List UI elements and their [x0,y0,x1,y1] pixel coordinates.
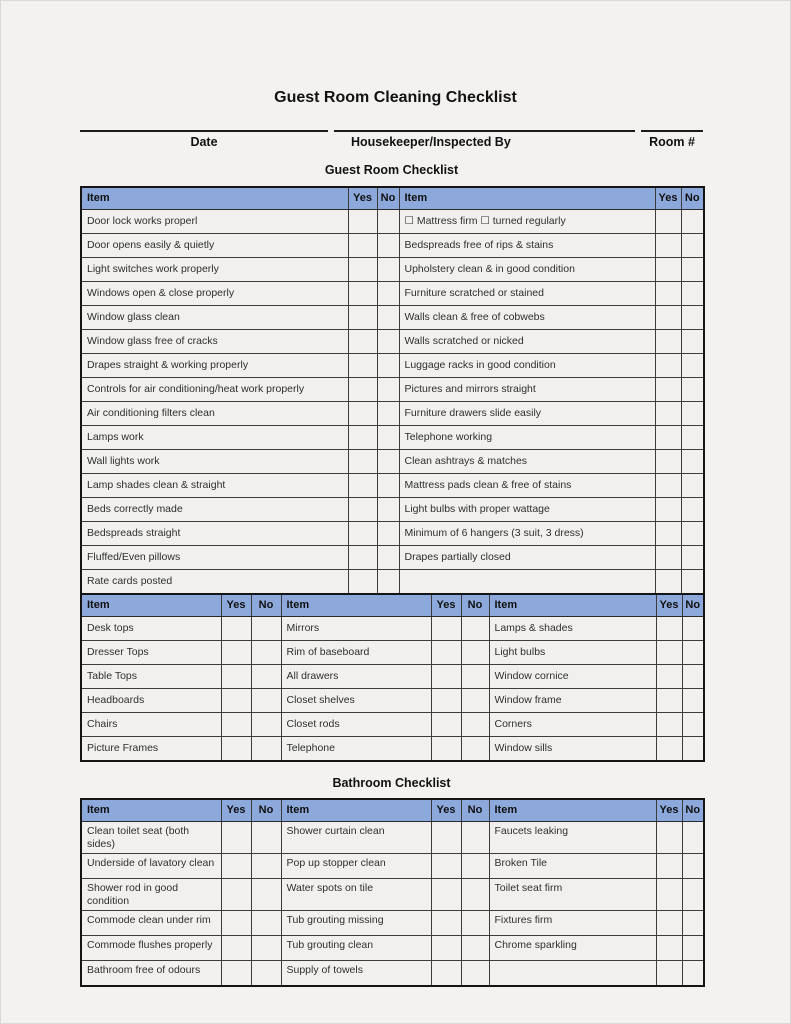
column-header-no: No [377,187,399,210]
no-cell [251,713,281,737]
checklist-item-cell: Closet shelves [281,689,431,713]
no-cell [681,498,704,522]
checklist-item-cell: Chrome sparkling [489,936,656,961]
no-cell [461,911,489,936]
yes-cell [348,330,377,354]
yes-cell [221,641,251,665]
no-cell [682,641,704,665]
checklist-item-cell: Telephone working [399,426,655,450]
yes-cell [431,936,461,961]
checklist-item-cell: Window glass clean [81,306,348,330]
yes-cell [221,665,251,689]
yes-cell [655,498,681,522]
no-cell [681,546,704,570]
date-signature-line [80,130,328,132]
checklist-item-cell: Window glass free of cracks [81,330,348,354]
checklist-item-cell: Supply of towels [281,961,431,987]
column-header-no: No [461,799,489,822]
housekeeper-label: Housekeeper/Inspected By [351,135,511,149]
checklist-item-cell: Bedspreads free of rips & stains [399,234,655,258]
no-cell [682,822,704,854]
yes-cell [656,641,682,665]
yes-cell [348,570,377,595]
checklist-row [81,330,704,354]
checklist-item-cell: Underside of lavatory clean [81,854,221,879]
column-header-item: Item [489,799,656,822]
no-cell [377,210,399,234]
checklist-item-cell: Lamp shades clean & straight [81,474,348,498]
checklist-item-cell: Clean toilet seat (both sides) [81,822,221,854]
room-number-label: Room # [649,135,695,149]
checklist-item-cell: Water spots on tile [281,879,431,911]
checklist-item-cell: Light bulbs [489,641,656,665]
column-header-yes: Yes [431,594,461,617]
yes-cell [655,306,681,330]
yes-cell [656,689,682,713]
checklist-item-cell: Window frame [489,689,656,713]
checklist-item-cell: Commode flushes properly [81,936,221,961]
checklist-item-cell: Desk tops [81,617,221,641]
yes-cell [431,822,461,854]
yes-cell [221,737,251,762]
yes-cell [655,354,681,378]
yes-cell [655,522,681,546]
no-cell [461,689,489,713]
yes-cell [348,426,377,450]
no-cell [681,378,704,402]
surfaces-table-header-row [81,594,704,617]
no-cell [461,961,489,987]
checklist-item-cell: Shower rod in good condition [81,879,221,911]
checklist-item-cell: Walls scratched or nicked [399,330,655,354]
checklist-row [81,737,704,762]
checklist-item-cell: Clean ashtrays & matches [399,450,655,474]
no-cell [682,689,704,713]
checklist-item-cell: Rate cards posted [81,570,348,595]
yes-cell [348,402,377,426]
column-header-item: Item [399,187,655,210]
yes-cell [221,879,251,911]
no-cell [461,641,489,665]
checklist-row [81,354,704,378]
no-cell [377,546,399,570]
checklist-item-cell: Dresser Tops [81,641,221,665]
yes-cell [221,961,251,987]
yes-cell [221,936,251,961]
column-header-yes: Yes [655,187,681,210]
yes-cell [221,689,251,713]
room-number-field [641,130,703,150]
checklist-item-cell: Window cornice [489,665,656,689]
no-cell [681,282,704,306]
yes-cell [431,713,461,737]
column-header-yes: Yes [348,187,377,210]
checklist-item-cell: Table Tops [81,665,221,689]
yes-cell [655,450,681,474]
no-cell [682,617,704,641]
checklist-row [81,617,704,641]
no-cell [461,879,489,911]
checklist-item-cell: Walls clean & free of cobwebs [399,306,655,330]
no-cell [681,354,704,378]
checklist-item-cell: Closet rods [281,713,431,737]
no-cell [377,282,399,306]
checklist-item-cell: Tub grouting clean [281,936,431,961]
checklist-row [81,879,704,911]
bathroom-checklist-title: Bathroom Checklist [332,776,451,790]
no-cell [251,911,281,936]
signature-fields-row [80,130,703,150]
checklist-item-cell: Luggage racks in good condition [399,354,655,378]
no-cell [461,665,489,689]
no-cell [681,474,704,498]
checklist-row [81,546,704,570]
checklist-item-cell: Broken Tile [489,854,656,879]
date-field [80,130,328,150]
checklist-item-cell: ☐ Mattress firm ☐ turned regularly [399,210,655,234]
checklist-item-cell: Drapes straight & working properly [81,354,348,378]
yes-cell [348,450,377,474]
yes-cell [655,474,681,498]
yes-cell [348,282,377,306]
column-header-item: Item [81,187,348,210]
yes-cell [221,713,251,737]
checklist-item-cell: Door opens easily & quietly [81,234,348,258]
checklist-row [81,402,704,426]
checklist-item-cell: Light switches work properly [81,258,348,282]
guest-room-checklist-table [80,186,705,595]
yes-cell [431,911,461,936]
checklist-item-cell: Window sills [489,737,656,762]
document-content [80,130,703,987]
checklist-item-cell: Telephone [281,737,431,762]
yes-cell [348,234,377,258]
no-cell [377,522,399,546]
no-cell [681,258,704,282]
no-cell [377,258,399,282]
checklist-row [81,689,704,713]
no-cell [682,911,704,936]
checklist-row [81,713,704,737]
yes-cell [656,879,682,911]
yes-cell [348,306,377,330]
no-cell [377,474,399,498]
date-label: Date [190,135,218,149]
checklist-item-cell [399,570,655,595]
checklist-item-cell: Tub grouting missing [281,911,431,936]
checklist-item-cell: Furniture drawers slide easily [399,402,655,426]
column-header-yes: Yes [656,594,682,617]
column-header-yes: Yes [221,799,251,822]
no-cell [251,737,281,762]
yes-cell [221,911,251,936]
checklist-item-cell: All drawers [281,665,431,689]
checklist-row [81,822,704,854]
checklist-item-cell: Rim of baseboard [281,641,431,665]
no-cell [682,854,704,879]
checklist-item-cell: Bathroom free of odours [81,961,221,987]
checklist-item-cell: Shower curtain clean [281,822,431,854]
no-cell [377,234,399,258]
yes-cell [348,210,377,234]
checklist-item-cell: Door lock works properl [81,210,348,234]
checklist-row [81,426,704,450]
no-cell [377,378,399,402]
no-cell [251,822,281,854]
yes-cell [431,665,461,689]
yes-cell [656,665,682,689]
no-cell [681,330,704,354]
checklist-item-cell: Furniture scratched or stained [399,282,655,306]
no-cell [461,713,489,737]
column-header-item: Item [81,799,221,822]
no-cell [251,854,281,879]
yes-cell [655,258,681,282]
checklist-item-cell: Fixtures firm [489,911,656,936]
yes-cell [655,330,681,354]
checklist-row [81,258,704,282]
column-header-no: No [682,799,704,822]
no-cell [251,936,281,961]
no-cell [681,402,704,426]
checklist-row [81,306,704,330]
yes-cell [656,822,682,854]
yes-cell [221,617,251,641]
checklist-item-cell: Pop up stopper clean [281,854,431,879]
yes-cell [656,911,682,936]
no-cell [461,936,489,961]
yes-cell [655,426,681,450]
checklist-item-cell: Upholstery clean & in good condition [399,258,655,282]
yes-cell [348,258,377,282]
checklist-item-cell: Air conditioning filters clean [81,402,348,426]
no-cell [682,936,704,961]
checklist-row [81,961,704,987]
checklist-row [81,522,704,546]
yes-cell [348,522,377,546]
checklist-item-cell: Lamps work [81,426,348,450]
yes-cell [655,570,681,595]
checklist-row [81,474,704,498]
column-header-no: No [251,799,281,822]
column-header-item: Item [281,799,431,822]
checklist-item-cell: Windows open & close properly [81,282,348,306]
checklist-row [81,570,704,595]
guest-room-checklist-title: Guest Room Checklist [324,163,459,177]
checklist-item-cell: Controls for air conditioning/heat work properly [81,378,348,402]
yes-cell [656,737,682,762]
no-cell [377,330,399,354]
yes-cell [656,936,682,961]
checklist-item-cell: Wall lights work [81,450,348,474]
yes-cell [221,854,251,879]
no-cell [682,879,704,911]
document-title: Guest Room Cleaning Checklist [274,89,517,106]
checklist-item-cell: Light bulbs with proper wattage [399,498,655,522]
column-header-no: No [681,187,704,210]
yes-cell [656,713,682,737]
yes-cell [431,854,461,879]
column-header-item: Item [281,594,431,617]
yes-cell [348,546,377,570]
column-header-yes: Yes [221,594,251,617]
no-cell [251,617,281,641]
checklist-item-cell: Drapes partially closed [399,546,655,570]
checklist-item-cell: Mattress pads clean & free of stains [399,474,655,498]
column-header-yes: Yes [431,799,461,822]
yes-cell [656,854,682,879]
checklist-row [81,234,704,258]
no-cell [681,306,704,330]
yes-cell [655,378,681,402]
checklist-row [81,854,704,879]
column-header-no: No [682,594,704,617]
room-number-signature-line [641,130,703,132]
no-cell [681,450,704,474]
housekeeper-signature-line [334,130,635,132]
yes-cell [348,474,377,498]
yes-cell [655,282,681,306]
checklist-item-cell: Bedspreads straight [81,522,348,546]
checklist-item-cell: Corners [489,713,656,737]
checklist-item-cell: Faucets leaking [489,822,656,854]
checklist-item-cell: Minimum of 6 hangers (3 suit, 3 dress) [399,522,655,546]
yes-cell [656,617,682,641]
yes-cell [348,498,377,522]
no-cell [251,641,281,665]
yes-cell [655,234,681,258]
column-header-yes: Yes [656,799,682,822]
yes-cell [348,378,377,402]
yes-cell [431,961,461,987]
no-cell [377,306,399,330]
no-cell [377,570,399,595]
checklist-item-cell: Picture Frames [81,737,221,762]
checklist-item-cell: Headboards [81,689,221,713]
no-cell [461,854,489,879]
checklist-item-cell: Chairs [81,713,221,737]
no-cell [681,234,704,258]
yes-cell [655,402,681,426]
checklist-item-cell: Pictures and mirrors straight [399,378,655,402]
checklist-row [81,641,704,665]
yes-cell [431,641,461,665]
checklist-item-cell: Fluffed/Even pillows [81,546,348,570]
yes-cell [431,879,461,911]
checklist-row [81,450,704,474]
checklist-row [81,911,704,936]
no-cell [681,426,704,450]
checklist-row [81,378,704,402]
no-cell [251,689,281,713]
yes-cell [431,617,461,641]
checklist-row [81,210,704,234]
yes-cell [348,354,377,378]
no-cell [377,402,399,426]
no-cell [461,617,489,641]
checklist-row [81,282,704,306]
checklist-item-cell: Lamps & shades [489,617,656,641]
no-cell [461,822,489,854]
no-cell [682,665,704,689]
checklist-item-cell: Mirrors [281,617,431,641]
column-header-item: Item [81,594,221,617]
guest-table-header-row [81,187,704,210]
no-cell [682,737,704,762]
checklist-row [81,936,704,961]
yes-cell [431,737,461,762]
column-header-no: No [251,594,281,617]
checklist-row [81,498,704,522]
checklist-item-cell: Commode clean under rim [81,911,221,936]
no-cell [377,354,399,378]
yes-cell [656,961,682,987]
yes-cell [221,822,251,854]
no-cell [682,713,704,737]
no-cell [682,961,704,987]
checklist-row [81,665,704,689]
bathroom-table-header-row [81,799,704,822]
no-cell [681,522,704,546]
no-cell [377,426,399,450]
yes-cell [655,210,681,234]
no-cell [377,450,399,474]
yes-cell [655,546,681,570]
no-cell [681,210,704,234]
column-header-item: Item [489,594,656,617]
yes-cell [431,689,461,713]
housekeeper-field [334,130,635,150]
no-cell [377,498,399,522]
checklist-item-cell: Beds correctly made [81,498,348,522]
checklist-item-cell [489,961,656,987]
bathroom-checklist-table [80,798,705,987]
no-cell [251,879,281,911]
no-cell [461,737,489,762]
no-cell [251,961,281,987]
column-header-no: No [461,594,489,617]
checklist-item-cell: Toilet seat firm [489,879,656,911]
no-cell [251,665,281,689]
surfaces-checklist-table [80,593,705,762]
no-cell [681,570,704,595]
